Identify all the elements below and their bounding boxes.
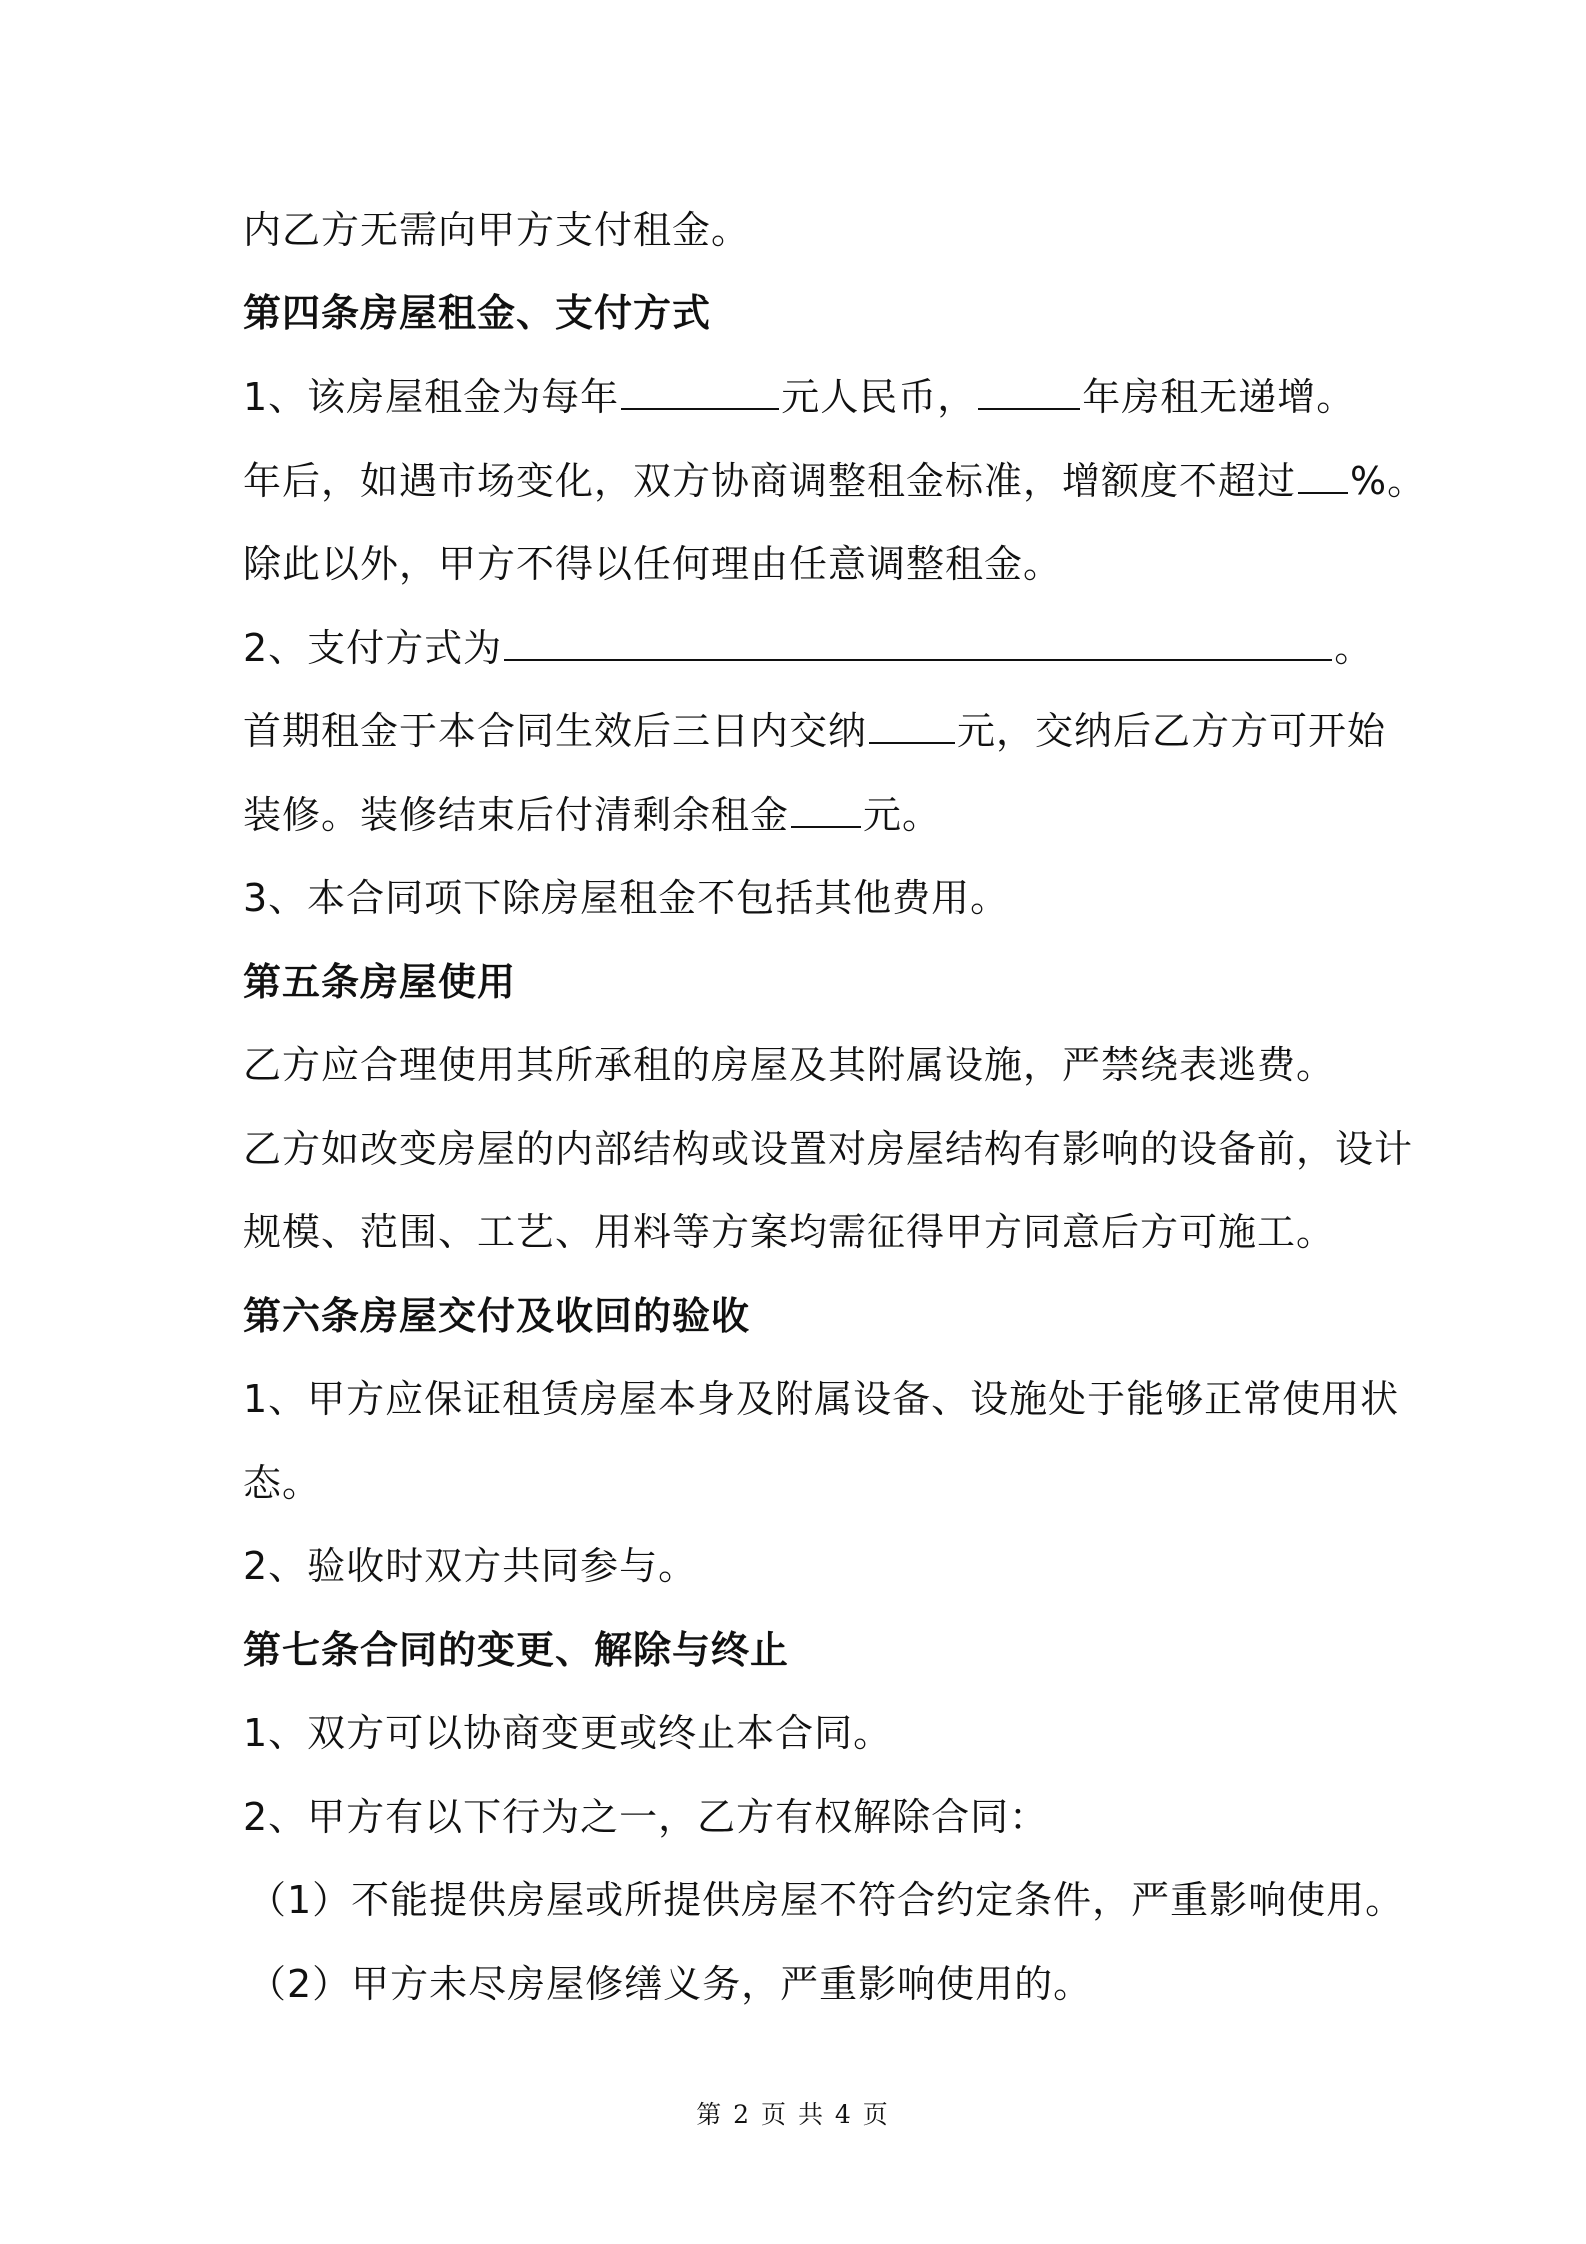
page-footer: 第 2 页 共 4 页 [696,2100,890,2129]
paragraph-line: 2、甲方有以下行为之一，乙方有权解除合同： [243,1795,1049,1839]
blank-payment-method [504,623,1332,661]
paragraph-line: （1）不能提供房屋或所提供房屋不符合约定条件，严重影响使用。 [248,1878,1405,1922]
section-heading-article-4: 第四条房屋租金、支付方式 [243,291,712,335]
paragraph-remaining-payment: 装修。装修结束后付清剩余租金 元。 [243,790,941,840]
paragraph-rent-adjust: 年后，如遇市场变化，双方协商调整租金标准，增额度不超过 %。 [243,456,1426,506]
paragraph-first-payment: 首期租金于本合同生效后三日内交纳 元，交纳后乙方方可开始 [243,706,1386,756]
paragraph-line: 3、本合同项下除房屋租金不包括其他费用。 [243,876,1010,920]
paragraph-line: 除此以外，甲方不得以任何理由任意调整租金。 [243,542,1063,586]
blank-remaining-payment [791,790,861,828]
paragraph-line: 态。 [243,1461,322,1505]
blank-rent-amount [621,372,779,410]
blank-first-payment [869,706,955,744]
paragraph-line: 1、甲方应保证租赁房屋本身及附属设备、设施处于能够正常使用状 [243,1377,1400,1421]
section-heading-article-6: 第六条房屋交付及收回的验收 [243,1294,751,1338]
section-heading-article-7: 第七条合同的变更、解除与终止 [243,1628,790,1672]
paragraph-line: 内乙方无需向甲方支付租金。 [243,208,751,252]
paragraph-line: 规模、范围、工艺、用料等方案均需征得甲方同意后方可施工。 [243,1210,1336,1254]
blank-years [978,372,1080,410]
paragraph-line: 2、验收时双方共同参与。 [243,1544,698,1588]
paragraph-line: 乙方如改变房屋的内部结构或设置对房屋结构有影响的设备前，设计 [243,1127,1414,1171]
blank-percent [1298,456,1348,494]
paragraph-line: 乙方应合理使用其所承租的房屋及其附属设施，严禁绕表逃费。 [243,1043,1336,1087]
paragraph-line: 1、双方可以协商变更或终止本合同。 [243,1711,893,1755]
paragraph-payment-method: 2、支付方式为 。 [243,623,1373,673]
paragraph-line: （2）甲方未尽房屋修缮义务，严重影响使用的。 [248,1962,1093,2006]
paragraph-rent-amount: 1、该房屋租金为每年 元人民币， 年房租无递增。 [243,372,1355,422]
section-heading-article-5: 第五条房屋使用 [243,960,517,1004]
